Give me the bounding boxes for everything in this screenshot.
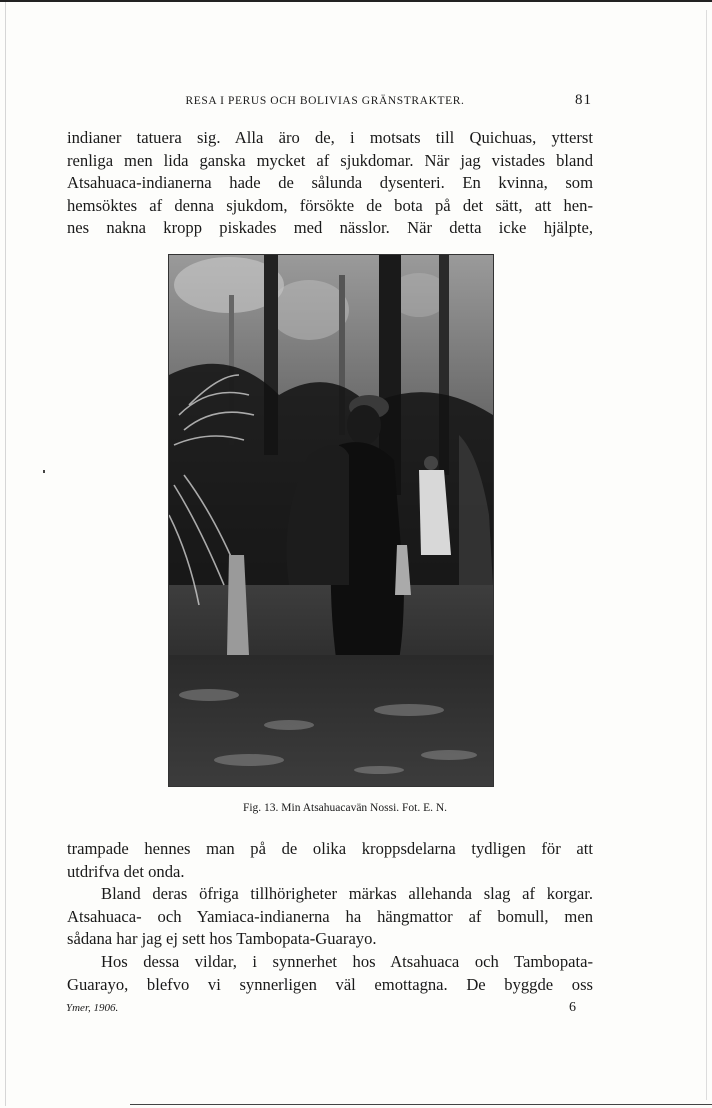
text-line: indianer tatuera sig. Alla äro de, i motsats till Quichuas, ytterst: [67, 128, 593, 147]
page-edge-left: [5, 2, 6, 1106]
page-edge-right: [706, 10, 707, 1100]
text-line: nes nakna kropp piskades med nässlor. När detta icke hjälpte,: [67, 218, 593, 238]
signature-mark: 6: [569, 1000, 576, 1015]
journal-footer: Ymer, 1906.: [66, 1002, 119, 1014]
page-edge-bottom: [130, 1104, 712, 1105]
running-head: RESA I PERUS OCH BOLIVIAS GRÄNSTRAKTER.: [185, 95, 465, 107]
text-line: trampade hennes man på de olika kroppsdelarna tydligen för att: [67, 839, 593, 858]
text-line: Atsahuaca- och Yamiaca-indianerna ha hängmattor af bomull, men: [67, 906, 593, 926]
figure-photograph: [168, 254, 494, 787]
body-text-top: [67, 127, 593, 240]
text-line: Guarayo, blefvo vi synnerligen väl emottagna. De byggde oss: [67, 974, 593, 994]
page-number: 81: [575, 92, 592, 108]
text-line: sådana har jag ej sett hos Tambopata-Guarayo.: [67, 929, 377, 949]
print-speck: [43, 470, 45, 473]
text-line: Hos dessa vildar, i synnerhet hos Atsahuaca och Tambopata-: [101, 951, 593, 971]
text-line: renliga men lida ganska mycket af sjukdomar. När jag vistades bland: [67, 150, 593, 170]
text-line: Bland deras öfriga tillhörigheter märkas allehanda slag af korgar.: [101, 884, 593, 904]
text-line: utdrifva det onda.: [67, 861, 185, 881]
figure-caption: Fig. 13. Min Atsahuacavän Nossi. Fot. E. N.: [242, 802, 448, 814]
body-text-bottom: [67, 838, 593, 996]
page-edge-top: [0, 0, 712, 2]
text-line: Atsahuaca-indianerna hade de sålunda dysenteri. En kvinna, som: [67, 173, 593, 193]
text-line: hemsöktes af denna sjukdom, försökte de bota på det sätt, att hen-: [67, 195, 593, 215]
